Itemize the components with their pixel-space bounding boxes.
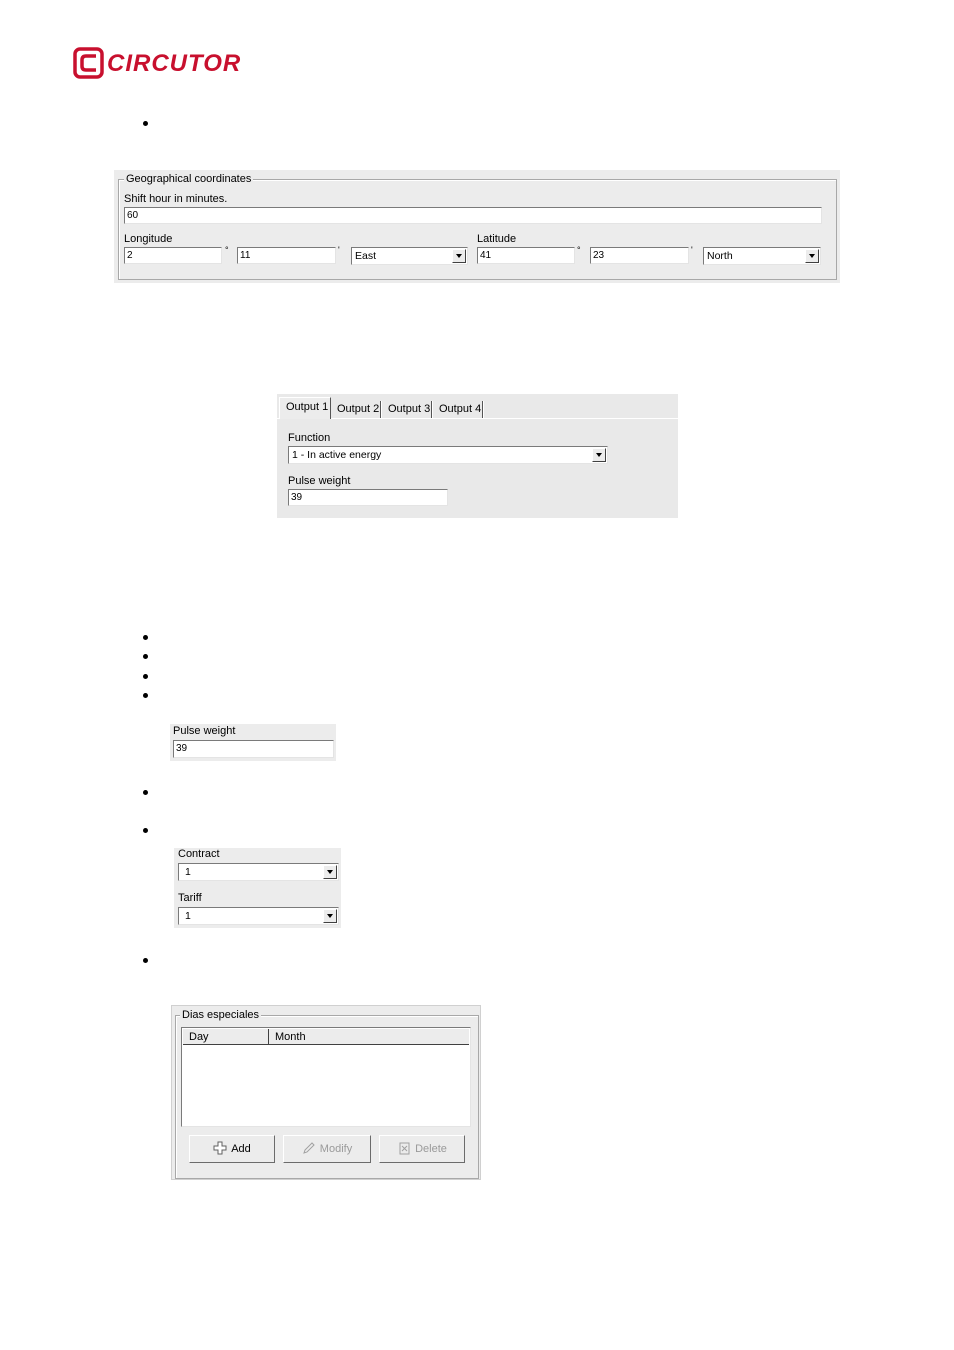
contract-select[interactable] bbox=[178, 863, 339, 881]
chevron-down-icon[interactable] bbox=[592, 448, 606, 462]
column-divider bbox=[268, 1029, 269, 1044]
chevron-down-icon[interactable] bbox=[323, 865, 337, 879]
list-header bbox=[183, 1029, 469, 1045]
tariff-label: Tariff bbox=[178, 892, 202, 904]
add-button[interactable] bbox=[189, 1135, 275, 1163]
chevron-down-icon[interactable] bbox=[452, 249, 466, 263]
longitude-degrees-input[interactable]: 2 bbox=[124, 247, 222, 264]
circutor-logo-icon bbox=[73, 47, 105, 80]
pulse-weight-small-input[interactable]: 39 bbox=[173, 740, 334, 758]
chevron-down-icon[interactable] bbox=[323, 909, 337, 923]
latitude-direction-value: North bbox=[707, 250, 733, 262]
tab-output-1[interactable]: Output 1 bbox=[286, 401, 329, 413]
shift-hour-label: Shift hour in minutes. bbox=[124, 193, 228, 205]
circutor-logo bbox=[73, 47, 248, 81]
longitude-degree-symbol: ° bbox=[225, 245, 229, 255]
list-bullet bbox=[143, 958, 148, 963]
contract-value: 1 bbox=[185, 866, 191, 878]
pulse-weight-input[interactable]: 39 bbox=[288, 489, 448, 506]
list-bullet bbox=[143, 635, 148, 640]
longitude-minutes-input[interactable]: 11 bbox=[237, 247, 336, 264]
modify-button-label: Modify bbox=[319, 1143, 353, 1155]
tab-output-3[interactable]: Output 3 bbox=[388, 403, 431, 415]
pulse-weight-label: Pulse weight bbox=[288, 475, 351, 487]
list-bullet bbox=[143, 790, 148, 795]
list-bullet bbox=[143, 654, 148, 659]
longitude-direction-select[interactable] bbox=[351, 247, 468, 265]
latitude-degrees-input[interactable]: 41 bbox=[477, 247, 575, 264]
longitude-label: Longitude bbox=[124, 233, 173, 245]
chevron-down-icon[interactable] bbox=[805, 249, 819, 263]
longitude-minute-symbol: ' bbox=[338, 245, 340, 255]
geographical-coordinates-title: Geographical coordinates bbox=[126, 173, 252, 185]
shift-hour-input[interactable]: 60 bbox=[124, 207, 822, 224]
modify-button[interactable] bbox=[283, 1135, 371, 1163]
pencil-icon bbox=[302, 1141, 316, 1155]
contract-label: Contract bbox=[178, 848, 220, 860]
pulse-weight-small-label: Pulse weight bbox=[173, 725, 236, 737]
column-header-month[interactable]: Month bbox=[275, 1031, 306, 1043]
add-button-label: Add bbox=[231, 1143, 251, 1155]
tab-separator bbox=[431, 401, 432, 418]
list-bullet bbox=[143, 674, 148, 679]
tab-separator bbox=[482, 401, 483, 418]
geographical-coordinates-panel bbox=[114, 170, 840, 283]
list-bullet bbox=[143, 693, 148, 698]
delete-icon bbox=[397, 1141, 411, 1155]
latitude-label: Latitude bbox=[477, 233, 517, 245]
function-label: Function bbox=[288, 432, 331, 444]
function-select[interactable] bbox=[288, 446, 608, 464]
delete-button-label: Delete bbox=[415, 1143, 447, 1155]
list-bullet bbox=[143, 121, 148, 126]
function-value: 1 - In active energy bbox=[292, 449, 382, 461]
tariff-select[interactable] bbox=[178, 907, 339, 925]
longitude-direction-value: East bbox=[355, 250, 377, 262]
circutor-logo-text: CIRCUTOR bbox=[107, 50, 242, 77]
latitude-minute-symbol: ' bbox=[691, 245, 693, 255]
list-bullet bbox=[143, 828, 148, 833]
column-header-day[interactable]: Day bbox=[189, 1031, 209, 1043]
tab-output-4[interactable]: Output 4 bbox=[439, 403, 482, 415]
latitude-degree-symbol: ° bbox=[577, 245, 581, 255]
special-days-list[interactable] bbox=[181, 1027, 471, 1127]
delete-button[interactable] bbox=[379, 1135, 465, 1163]
latitude-minutes-input[interactable]: 23 bbox=[590, 247, 689, 264]
special-days-title: Dias especiales bbox=[182, 1009, 260, 1021]
tab-output-2[interactable]: Output 2 bbox=[337, 403, 380, 415]
plus-icon bbox=[213, 1141, 227, 1155]
tariff-value: 1 bbox=[185, 910, 191, 922]
latitude-direction-select[interactable] bbox=[703, 247, 821, 265]
tab-separator bbox=[380, 401, 381, 418]
